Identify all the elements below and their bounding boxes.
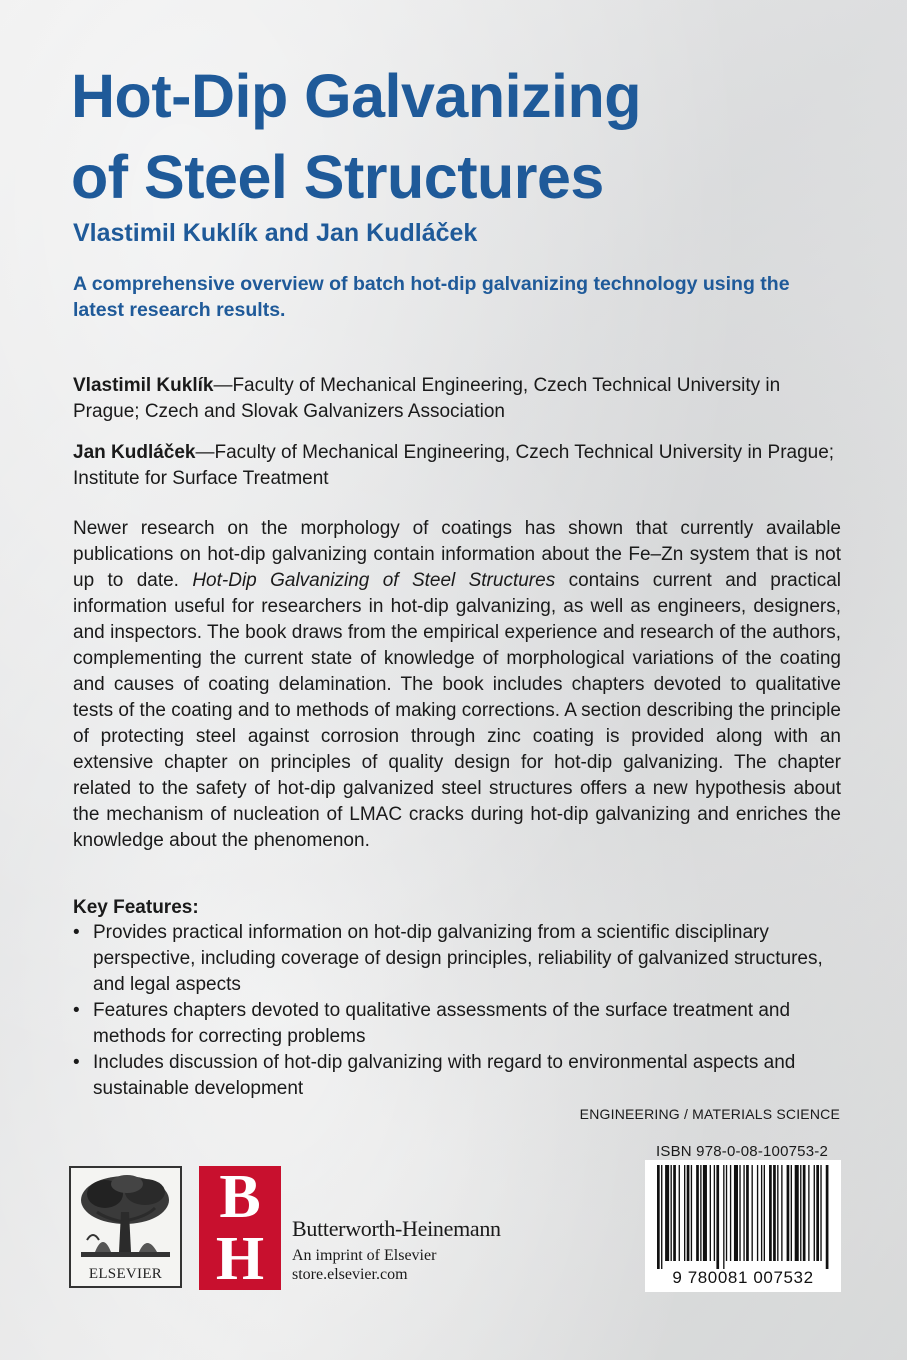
- barcode-icon: [653, 1165, 833, 1269]
- bullet-icon: •: [73, 922, 80, 943]
- key-features-list: [73, 920, 843, 1102]
- barcode-bar: [769, 1165, 772, 1261]
- publisher-info: [292, 1216, 501, 1284]
- barcode-bar: [816, 1165, 819, 1261]
- barcode-bar: [803, 1165, 806, 1261]
- feature-text: Provides practical information on hot-dip galvanizing from a scientific disciplinary perspective, including coverage of design principles, reliability of galvanized structures, and legal aspects: [93, 922, 823, 995]
- author-bio-affiliation: —Faculty of Mechanical Engineering, Czech Technical University in Prague; Institute for Surface Treatment: [73, 442, 835, 489]
- elsevier-logo: [69, 1166, 182, 1288]
- barcode-bar: [777, 1165, 778, 1261]
- barcode-bar: [691, 1165, 692, 1261]
- publisher-website: store.elsevier.com: [292, 1266, 408, 1283]
- barcode-bar: [723, 1165, 724, 1269]
- bh-logo-letter-h: H: [215, 1225, 265, 1293]
- bh-logo: [199, 1163, 281, 1293]
- barcode-bar: [795, 1165, 799, 1261]
- barcode-bar: [746, 1165, 749, 1261]
- description-book-title: Hot-Dip Galvanizing of Steel Structures: [192, 570, 556, 591]
- barcode-bar: [773, 1165, 776, 1261]
- barcode-bar: [752, 1165, 753, 1261]
- barcode-bar: [787, 1165, 790, 1261]
- barcode-bar: [665, 1165, 669, 1261]
- barcode-bar: [808, 1165, 809, 1261]
- barcode-bar: [687, 1165, 690, 1261]
- barcode-bar: [703, 1165, 707, 1261]
- bullet-icon: •: [73, 1000, 80, 1021]
- author-bio-1: [73, 373, 843, 425]
- author-bio-name: Vlastimil Kuklík: [73, 375, 214, 396]
- barcode-bar: [673, 1165, 676, 1261]
- book-title-line1: Hot-Dip Galvanizing: [71, 62, 641, 130]
- barcode-bar: [820, 1165, 821, 1261]
- elsevier-wordmark: ELSEVIER: [88, 1266, 163, 1282]
- barcode-bar: [761, 1165, 762, 1261]
- bullet-icon: •: [73, 1052, 80, 1073]
- author-bio-name: Jan Kudláček: [73, 442, 196, 463]
- barcode-bar: [730, 1165, 731, 1261]
- barcode-bar: [696, 1165, 699, 1261]
- subject-category: ENGINEERING / MATERIALS SCIENCE: [579, 1106, 840, 1122]
- barcode-bar: [781, 1165, 782, 1261]
- author-bio-2: [73, 440, 843, 492]
- book-title: [71, 56, 641, 218]
- book-title-line2: of Steel Structures: [71, 143, 604, 211]
- barcode-bar: [734, 1165, 738, 1261]
- barcode-bar: [700, 1165, 701, 1261]
- barcode-bar: [679, 1165, 680, 1261]
- barcode-bar: [739, 1165, 740, 1261]
- publisher-name: Butterworth-Heinemann: [292, 1216, 501, 1241]
- barcode-bar: [791, 1165, 792, 1261]
- barcode-bar: [657, 1165, 660, 1269]
- feature-text: Includes discussion of hot-dip galvanizing with regard to environmental aspects and sustainable development: [93, 1052, 796, 1099]
- barcode-bar: [716, 1165, 719, 1269]
- barcode-bar: [661, 1165, 662, 1269]
- list-item: [73, 920, 843, 998]
- barcode-bar: [710, 1165, 711, 1261]
- barcode-bar: [800, 1165, 801, 1261]
- description-text: Newer research on the morphology of coatings has shown that currently available publications on hot-dip galvanizing contain information about the Fe–Zn system that is not up to date.: [73, 518, 841, 591]
- barcode-bar: [743, 1165, 744, 1261]
- barcode-bar: [757, 1165, 758, 1261]
- barcode-bar: [726, 1165, 727, 1261]
- description-text: contains current and practical information useful for researchers in hot-dip galvanizing, as well as engineers, designers, and inspectors. The book draws from the empirical experience and research of the authors, complementing the current state of knowledge of morphological variations of the coating and causes of coating delamination. The book includes chapters devoted to qualitative tests of the coating and to methods of making corrections. A section describing the principle of protecting steel against corrosion through zinc coating is provided along with an extensive chapter on principles of quality design for hot-dip galvanizing. The chapter related to the safety of hot-dip galvanized steel structures offers a new hypothesis about the mechanism of nucleation of LMAC cracks during hot-dip galvanizing and enriches the knowledge about the phenomenon.: [73, 570, 841, 851]
- barcode: [645, 1160, 841, 1292]
- author-bio-affiliation: —Faculty of Mechanical Engineering, Czech Technical University in Prague; Czech and Slovak Galvanizers Association: [73, 375, 781, 422]
- bh-logo-letter-b: B: [219, 1163, 261, 1231]
- publisher-imprint: An imprint of Elsevier: [292, 1247, 437, 1264]
- barcode-bar: [684, 1165, 685, 1261]
- tree-logo-icon: [75, 1172, 176, 1264]
- barcode-bar: [814, 1165, 815, 1261]
- book-description: [73, 516, 841, 854]
- barcode-bar: [671, 1165, 672, 1261]
- barcode-bar: [826, 1165, 829, 1269]
- list-item: [73, 1050, 843, 1102]
- list-item: [73, 998, 843, 1050]
- book-authors: Vlastimil Kuklík and Jan Kudláček: [73, 219, 478, 247]
- barcode-bar: [764, 1165, 765, 1261]
- feature-text: Features chapters devoted to qualitative assessments of the surface treatment and methods for correcting problems: [93, 1000, 791, 1047]
- barcode-bar: [714, 1165, 715, 1261]
- barcode-digits: 9 780081 007532: [672, 1268, 814, 1287]
- isbn-label: ISBN 978-0-08-100753-2: [656, 1143, 829, 1160]
- book-tagline: A comprehensive overview of batch hot-dip galvanizing technology using the latest research results.: [73, 273, 790, 321]
- key-features-heading: Key Features:: [73, 897, 199, 918]
